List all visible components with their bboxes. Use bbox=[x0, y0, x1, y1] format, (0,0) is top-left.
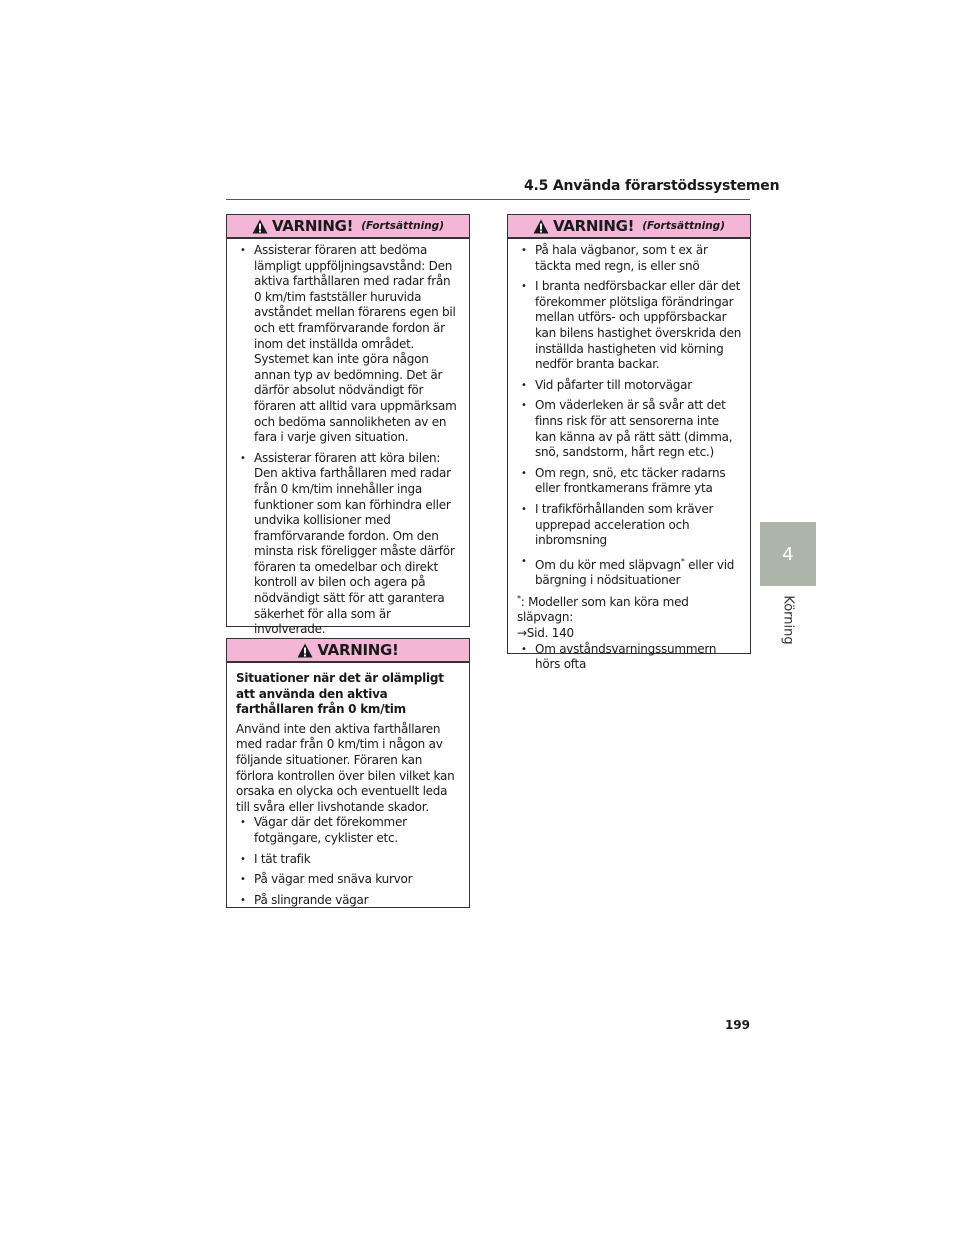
list-item: • Om regn, snö, etc täcker radarns eller frontkamerans främre yta bbox=[517, 466, 742, 497]
list-item: • I tät trafik bbox=[236, 852, 461, 868]
page-number: 199 bbox=[724, 1018, 750, 1032]
list-item: • Vid påfarter till motorvägar bbox=[517, 378, 742, 394]
list-item: • Assisterar föraren att köra bilen: Den aktiva farthållaren med radar från 0 km/tim innehåller inga funktioner som kan förhindra eller undvika kollisioner med framförvarande fordon. Om den minsta risk föreligger måste därför föraren ta omedelbar och direkt kontroll av bilen och agera på nödvändigt sätt för att garantera säkerhet för alla som är involverade. bbox=[236, 451, 461, 638]
footnote-asterisk: * bbox=[517, 593, 521, 603]
section-header: 4.5 Använda förarstödssystemen bbox=[524, 178, 780, 194]
list-item: • Om väderleken är så svår att det finns risk för att sensorerna inte kan känna av på rätt sätt (dimma, snö, sandstorm, hårt regn etc.) bbox=[517, 398, 742, 460]
list-item: • På hala vägbanor, som t ex är täckta med regn, is eller snö bbox=[517, 243, 742, 274]
warning-box-situations bbox=[226, 638, 470, 908]
list-item: • Assisterar föraren att bedöma lämpligt uppföljningsavstånd: Den aktiva farthållaren med radar från 0 km/tim fastställer huruvida avståndet mellan förarens egen bil och ett framförvarande fordon är inom det inställda området. Systemet kan inte göra någon annan typ av bedömning. Det är därför absolut nödvändigt för föraren att alltid vara uppmärksam och bedöma sannolikheten av en fara i varje given situation. bbox=[236, 243, 461, 446]
warning-heading: Situationer när det är olämpligt att använda den aktiva farthållaren från 0 km/tim bbox=[236, 671, 444, 717]
towing-footnote bbox=[517, 591, 742, 642]
warning-title-bar bbox=[227, 215, 469, 239]
footnote-text: : Modeller som kan köra med släpvagn: bbox=[517, 594, 689, 625]
list-item: • På vägar med snäva kurvor bbox=[236, 872, 461, 888]
chapter-number: 4 bbox=[782, 543, 794, 565]
warning-title: VARNING! bbox=[317, 641, 399, 659]
warning-continued: (Fortsättning) bbox=[642, 220, 725, 232]
warning-paragraph: Använd inte den aktiva farthållaren med radar från 0 km/tim i någon av följande situationer. Föraren kan förlora kontrollen över bilen vilket kan orsaka en olycka och eventuellt leda till svåra eller livshotande skador. bbox=[236, 721, 455, 814]
warning-box-continued-left bbox=[226, 214, 470, 637]
warning-title-bar bbox=[227, 639, 469, 663]
warning-triangle-icon bbox=[297, 643, 313, 658]
list-item: • Vägar där det förekommer fotgängare, cyklister etc. bbox=[236, 815, 461, 846]
list-item-towing bbox=[517, 554, 742, 589]
chapter-label: Körning bbox=[780, 595, 796, 645]
list-item: • I trafikförhållanden som kräver upprepad acceleration och inbromsning bbox=[517, 502, 742, 549]
list-item: • Om avståndsvarningssummern hörs ofta bbox=[517, 642, 742, 673]
warning-box-continued-right bbox=[507, 214, 751, 672]
header-rule bbox=[226, 199, 750, 200]
towing-text: Om du kör med släpvagn bbox=[535, 557, 681, 572]
warning-triangle-icon bbox=[533, 219, 549, 234]
towing-asterisk: * bbox=[680, 556, 685, 566]
list-item: • På slingrande vägar bbox=[236, 893, 461, 909]
warning-title: VARNING! bbox=[271, 217, 354, 235]
warning-continued: (Fortsättning) bbox=[361, 220, 444, 232]
warning-triangle-icon bbox=[252, 219, 268, 234]
warning-title: VARNING! bbox=[552, 217, 635, 235]
page-reference-link[interactable]: →Sid. 140 bbox=[517, 626, 574, 641]
chapter-tab-label bbox=[760, 590, 816, 650]
towing-text-rest: eller vid bärgning i nödsituationer bbox=[535, 557, 735, 588]
list-item: • I branta nedförsbackar eller där det förekommer plötsliga förändringar mellan utförs- och uppförsbackar kan bilens hastighet överskrida den inställda hastigheten vid körning nedför branta backar. bbox=[517, 279, 742, 373]
chapter-tab[interactable] bbox=[760, 522, 816, 586]
warning-title-bar bbox=[508, 215, 750, 239]
